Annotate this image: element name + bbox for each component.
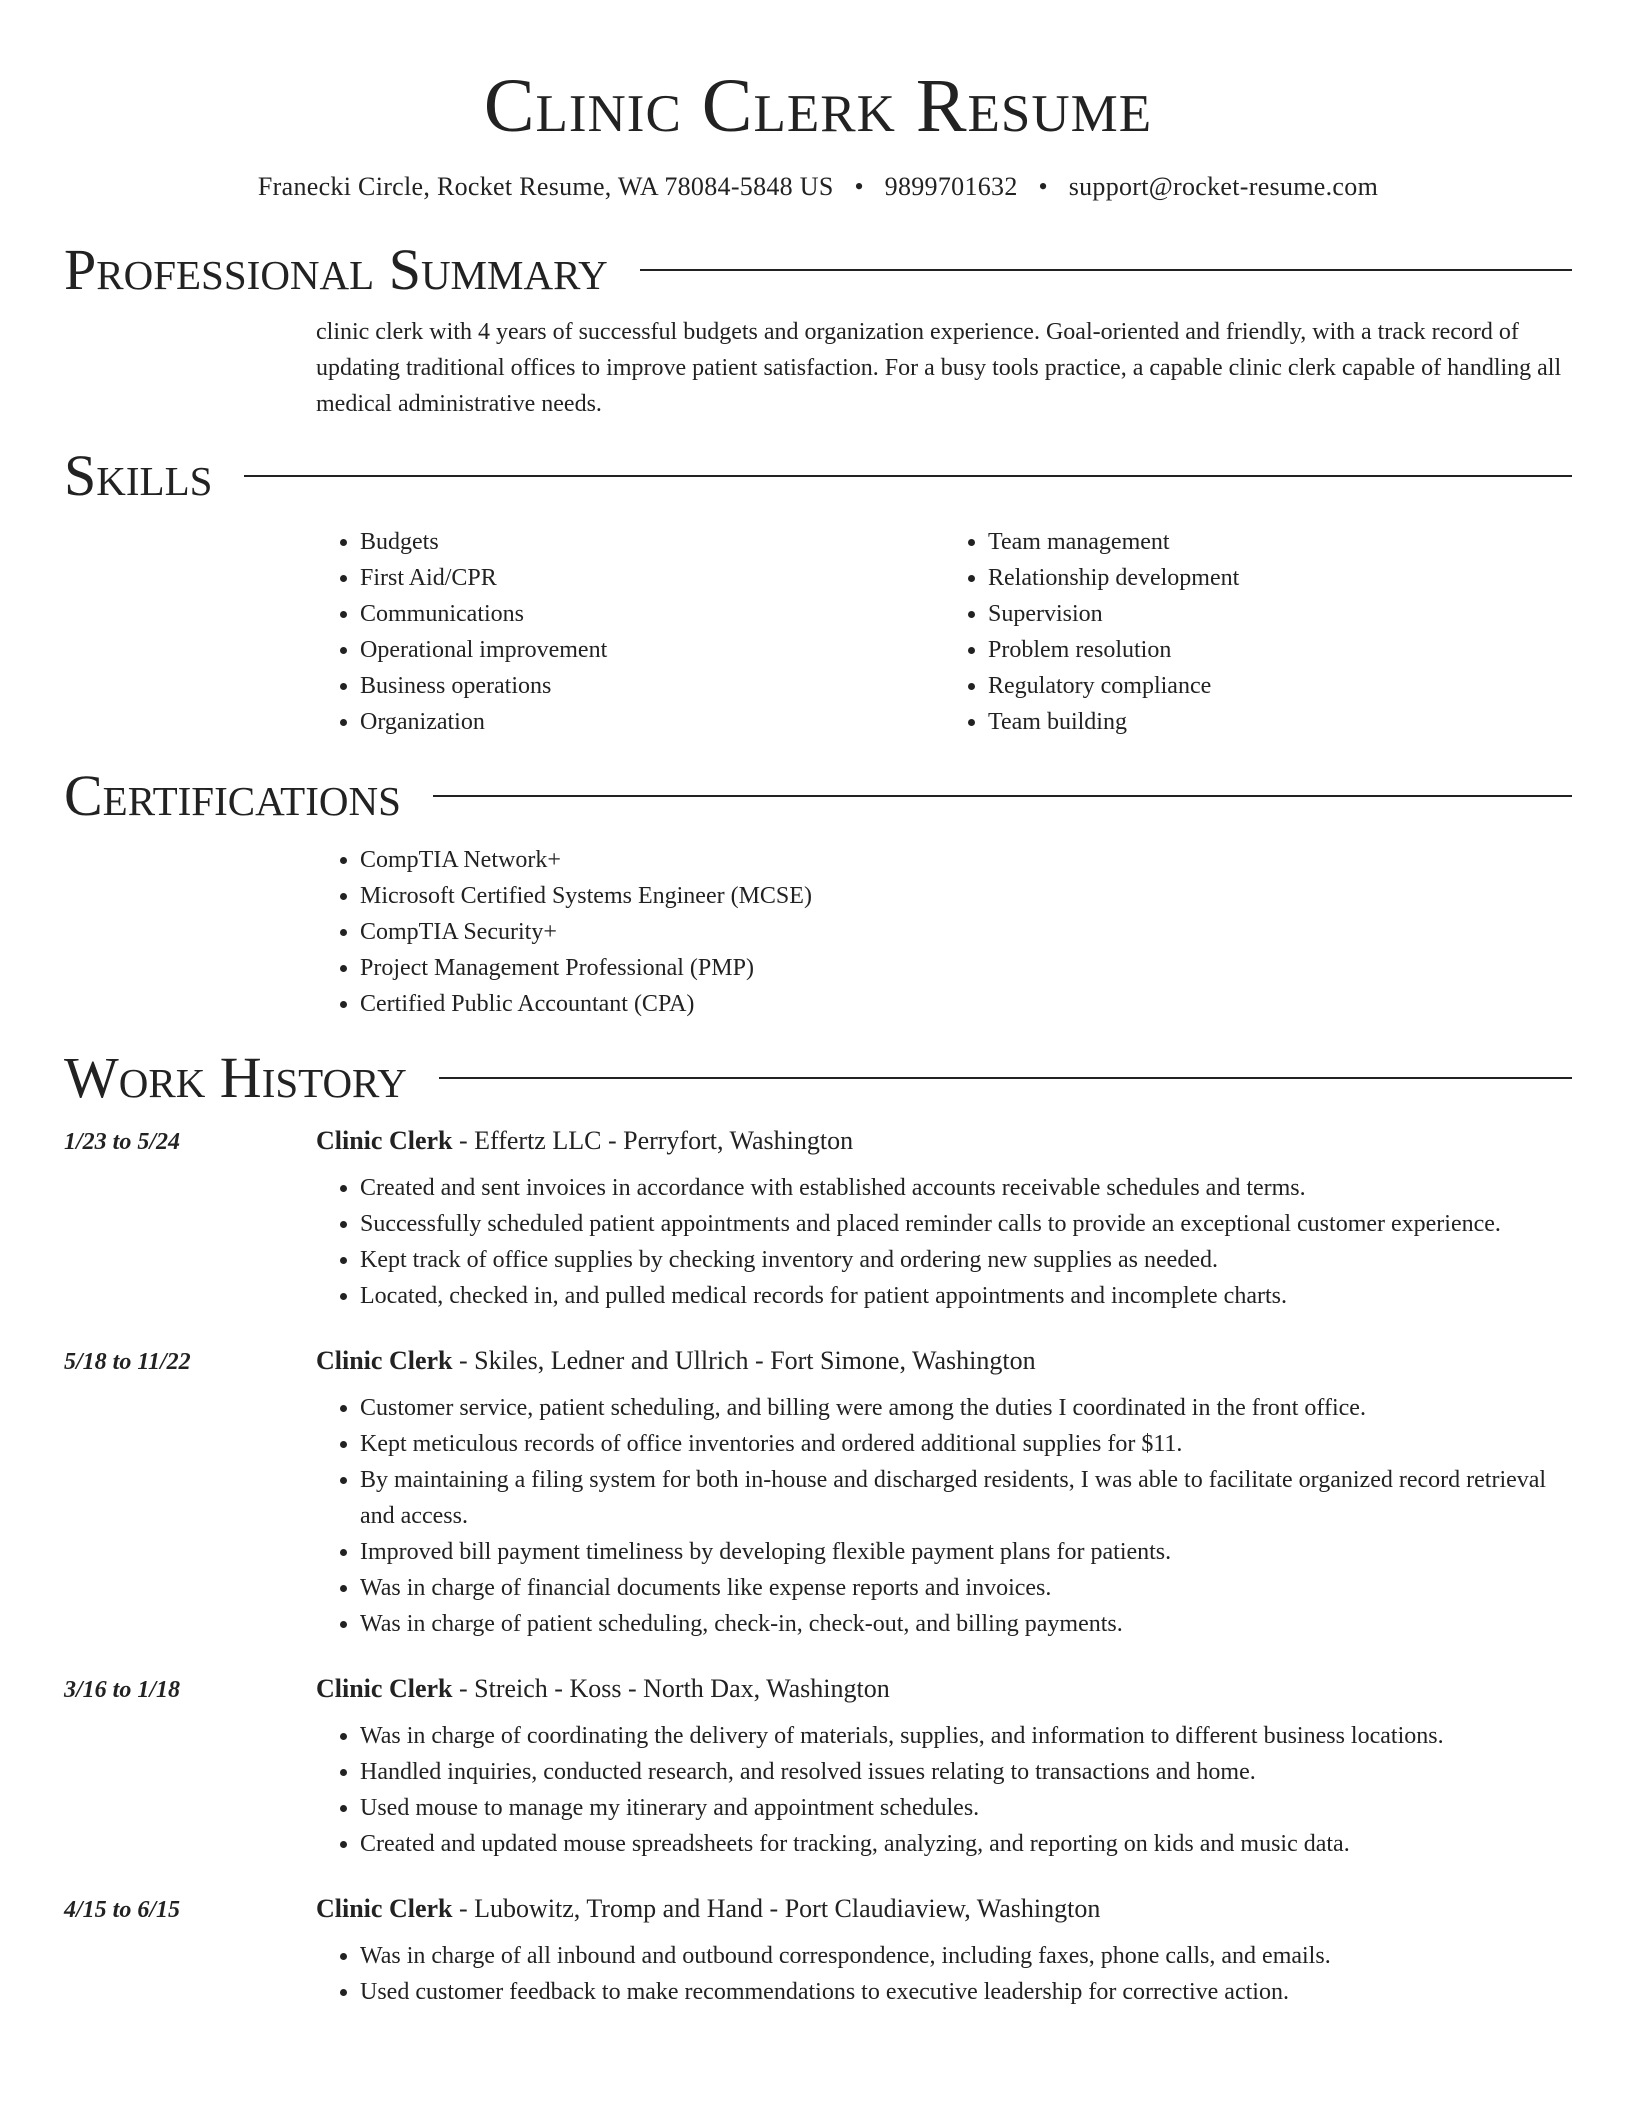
job-duties [316,1390,1572,1642]
job-title: Clinic Clerk [316,1674,453,1703]
certifications-section-header [64,764,1572,828]
certifications-list [316,842,1572,1022]
job-title-line [316,1126,853,1156]
resume-page [64,0,1572,2010]
summary-text: clinic clerk with 4 years of successful budgets and organization experience. Goal-oriented and friendly, with a track record of updating traditional offices to improve patient satisfaction. For a busy tools practice, a capable clinic clerk capable of handling all medical administrative needs. [316,319,1562,417]
job-duties-list [316,1390,1572,1642]
certifications-block [316,842,1572,1022]
certifications-heading: Certifications [64,763,401,828]
job-duty: • Handled inquiries, conducted research, and resolved issues relating to transactions and home. [360,1754,1572,1790]
job-details: - Effertz LLC - Perryfort, Washington [452,1126,854,1155]
skill-item: • Organization [360,704,944,740]
summary-section-header [64,238,1572,302]
skills-columns [316,524,1572,740]
job-duty: • Was in charge of coordinating the delivery of materials, supplies, and information to different business locations. [360,1718,1572,1754]
skills-heading: Skills [64,443,213,508]
skill-item: • Relationship development [988,560,1572,596]
certification-item: • Microsoft Certified Systems Engineer (MCSE) [360,878,1572,914]
resume-title: Clinic Clerk Resume [483,64,1153,148]
skills-list-right [944,524,1572,740]
job-duty: • Was in charge of patient scheduling, check-in, check-out, and billing payments. [360,1606,1572,1642]
job-title: Clinic Clerk [316,1346,453,1375]
job-title-line [316,1346,1036,1376]
job-duty: • Improved bill payment timeliness by developing flexible payment plans for patients. [360,1534,1572,1570]
job-details: - Lubowitz, Tromp and Hand - Port Claudiaview, Washington [452,1894,1101,1923]
job-dates: 4/15 to 6/15 [64,1897,181,1923]
job-duty: • Customer service, patient scheduling, and billing were among the duties I coordinated in the front office. [360,1390,1572,1426]
job-duties [316,1170,1572,1314]
job-title-line [316,1894,1100,1924]
section-divider [640,269,1572,271]
job-header [64,1894,1572,1924]
job-dates: 5/18 to 11/22 [64,1349,191,1375]
job-details: - Skiles, Ledner and Ullrich - Fort Simone, Washington [452,1346,1036,1375]
skill-item: • Problem resolution [988,632,1572,668]
job-entry [64,1346,1572,1642]
job-duties-list [316,1718,1572,1862]
certification-item: • Project Management Professional (PMP) [360,950,1572,986]
skill-item: • Operational improvement [360,632,944,668]
contact-address: Franecki Circle, Rocket Resume, WA 78084-5848 US [257,172,834,201]
work-heading: Work History [64,1045,407,1110]
job-duty: • Used mouse to manage my itinerary and appointment schedules. [360,1790,1572,1826]
section-divider [244,475,1572,477]
skill-item: • Budgets [360,524,944,560]
job-entry [64,1894,1572,2010]
section-divider [439,1077,1572,1079]
certification-item: • CompTIA Security+ [360,914,1572,950]
skill-item: • First Aid/CPR [360,560,944,596]
contact-separator: • [854,172,864,201]
skill-item: • Team management [988,524,1572,560]
skill-item: • Communications [360,596,944,632]
job-title: Clinic Clerk [316,1126,453,1155]
skill-item: • Team building [988,704,1572,740]
job-duties [316,1938,1572,2010]
job-duties-list [316,1170,1572,1314]
job-details: - Streich - Koss - North Dax, Washington [452,1674,890,1703]
job-duty: • Created and updated mouse spreadsheets for tracking, analyzing, and reporting on kids and music data. [360,1826,1572,1862]
job-duty: • Successfully scheduled patient appointments and placed reminder calls to provide an exceptional customer experience. [360,1206,1572,1242]
job-duty: • Used customer feedback to make recommendations to executive leadership for corrective action. [360,1974,1572,2010]
job-header [64,1674,1572,1704]
job-duty: • Kept meticulous records of office inventories and ordered additional supplies for $11. [360,1426,1572,1462]
job-header [64,1346,1572,1376]
job-title-line [316,1674,890,1704]
job-dates: 1/23 to 5/24 [64,1129,181,1155]
job-duty: • Was in charge of all inbound and outbound correspondence, including faxes, phone calls, and emails. [360,1938,1572,1974]
job-duties-list [316,1938,1572,2010]
certification-item: • CompTIA Network+ [360,842,1572,878]
contact-separator: • [1038,172,1048,201]
job-duties [316,1718,1572,1862]
section-divider [433,795,1572,797]
job-duty: • Was in charge of financial documents like expense reports and invoices. [360,1570,1572,1606]
job-dates: 3/16 to 1/18 [64,1677,181,1703]
skills-section-header [64,444,1572,508]
contact-phone: 9899701632 [884,172,1018,201]
contact-line [64,170,1572,204]
contact-email: support@rocket-resume.com [1068,172,1379,201]
job-duty: • Kept track of office supplies by checking inventory and ordering new supplies as needed. [360,1242,1572,1278]
skills-list-left [316,524,944,740]
job-duty: • Located, checked in, and pulled medical records for patient appointments and incomplete charts. [360,1278,1572,1314]
skill-item: • Regulatory compliance [988,668,1572,704]
summary-heading: Professional Summary [64,237,608,302]
job-header [64,1126,1572,1156]
job-entry [64,1674,1572,1862]
job-duty: • By maintaining a filing system for both in-house and discharged residents, I was able to facilitate organized record retrieval and access. [360,1462,1572,1534]
job-title: Clinic Clerk [316,1894,453,1923]
work-section-header [64,1046,1572,1110]
skill-item: • Supervision [988,596,1572,632]
certification-item: • Certified Public Accountant (CPA) [360,986,1572,1022]
job-entry [64,1126,1572,1314]
skill-item: • Business operations [360,668,944,704]
job-duty: • Created and sent invoices in accordance with established accounts receivable schedules and terms. [360,1170,1572,1206]
